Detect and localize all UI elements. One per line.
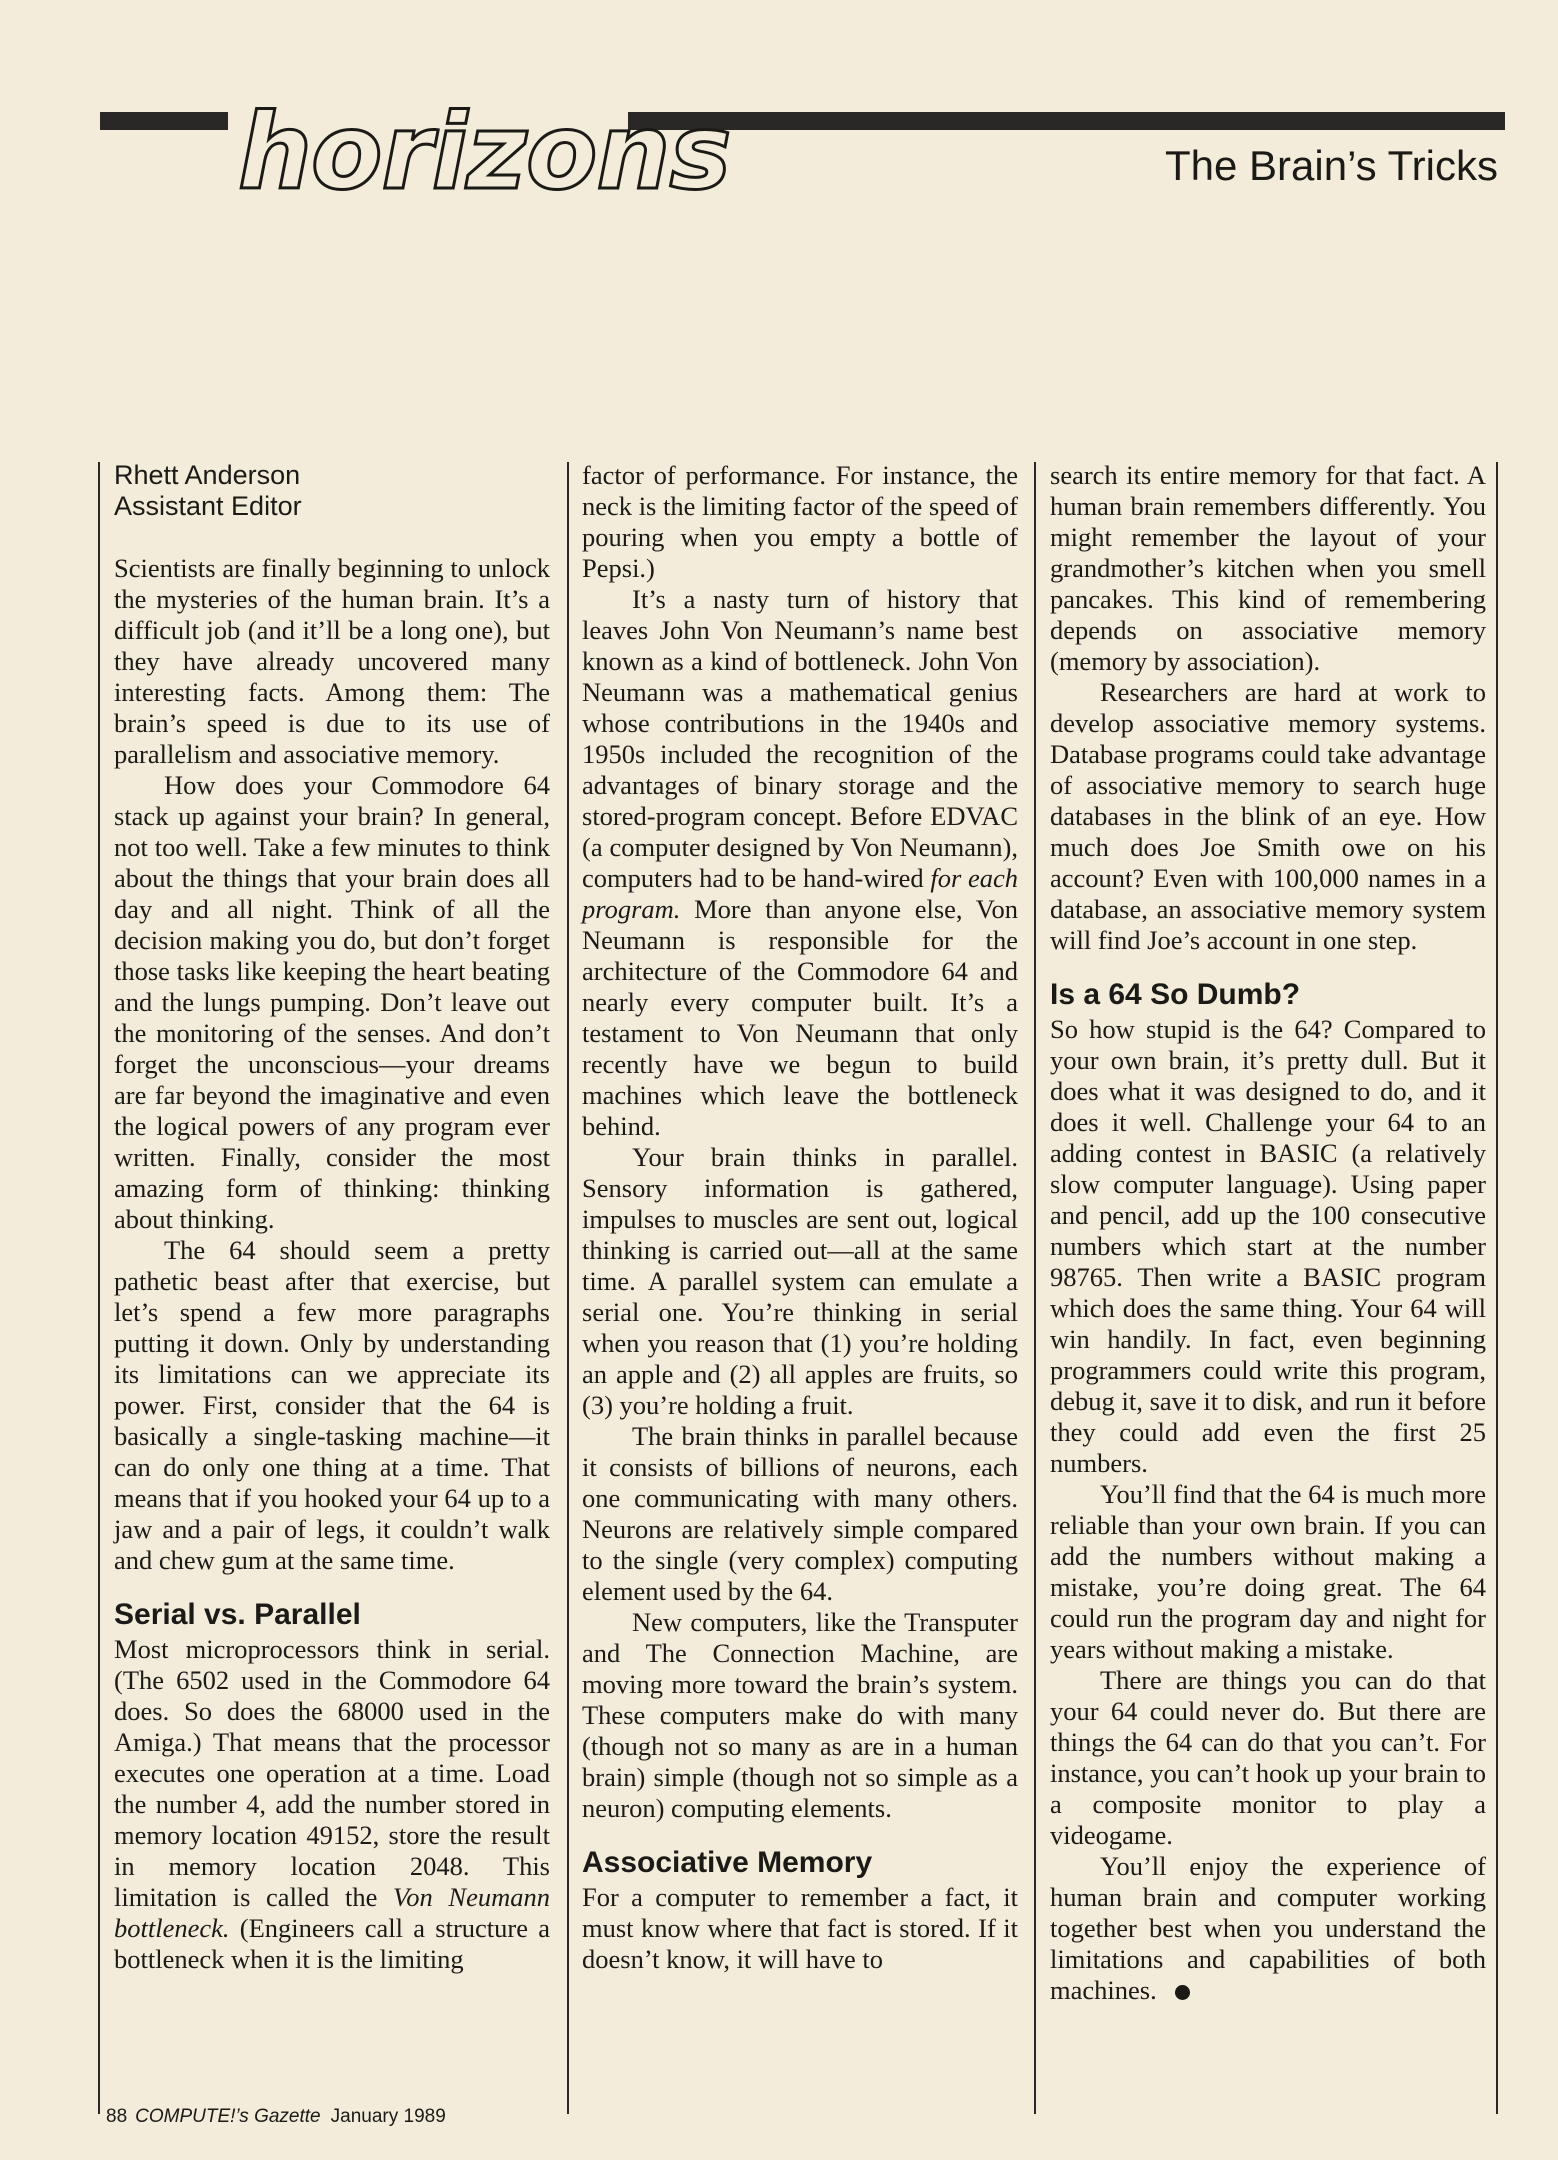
end-mark-icon [1175, 1985, 1190, 2000]
page-footer [106, 2106, 446, 2128]
paragraph: The brain thinks in parallel because it consists of billions of neurons, each one communicating with many others. Neurons are relatively simple compared to the single (very complex) computing element used by the 64. [582, 1421, 1018, 1606]
byline [114, 460, 550, 522]
paragraph [114, 1634, 550, 1975]
column-1 [114, 460, 550, 1975]
paragraph [1050, 1851, 1486, 2006]
paragraph: search its entire memory for that fact. A human brain remembers differently. You might remember the layout of your grandmother’s kitchen when you smell pancakes. This kind of remembering depends on associative memory (memory by association). [1050, 460, 1486, 676]
paragraph: So how stupid is the 64? Compared to your own brain, it’s pretty dull. But it does what it was designed to do, and it does it well. Challenge your 64 to an adding contest in BASIC (a relatively slow computer language). Using paper and pencil, add up the 100 consecutive numbers which start at the number 98765. Then write a BASIC program which does the same thing. Your 64 will win handily. In fact, even beginning programmers could write this program, debug it, save it to disk, and run it before they could add even the first 25 numbers. [1050, 1014, 1486, 1478]
column-3 [1050, 460, 1486, 2006]
paragraph: How does your Commodore 64 stack up against your brain? In general, not too well. Take a few minutes to think about the things that your brain does all day and all night. Think of all the decision making you do, but don’t forget those tasks like keeping the heart beating and the lungs pumping. Don’t leave out the monitoring of the senses. And don’t forget the unconscious—your dreams are far beyond the imaginative and even the logical powers of any program ever written. Finally, consider the most amazing form of thinking: thinking about thinking. [114, 770, 550, 1234]
text-run: It’s a nasty turn of history that leaves John Von Neumann’s name best known as a kind of bottleneck. John Von Neumann was a mathematical genius whose contributions in the 1940s and 1950s included the recognition of the advantages of binary storage and the stored-program concept. Before EDVAC (a computer designed by Von Neumann), computers had to be hand-wired [582, 584, 1018, 893]
text-run: (Engineers call a structure a bottleneck when it is the limiting [114, 1913, 550, 1974]
column-rule-1 [567, 462, 569, 2114]
paragraph [582, 584, 1018, 1142]
page-number: 88 [106, 2106, 128, 2127]
section-heading-serial: Serial vs. Parallel [114, 1598, 361, 1631]
paragraph: Researchers are hard at work to develop associative memory systems. Database programs could take advantage of associative memory to search huge databases in the blink of an eye. How much does Joe Smith owe on his account? Even with 100,000 names in a database, an associative memory system will find Joe’s account in one step. [1050, 677, 1486, 955]
section-heading-associative: Associative Memory [582, 1846, 873, 1879]
paragraph: New computers, like the Transputer and The Connection Machine, are moving more toward the brain’s system. These computers make do with many (though not so many as are in a human brain) simple (though not so simple as a neuron) computing elements. [582, 1607, 1018, 1823]
issue-date: January 1989 [330, 2106, 446, 2127]
paragraph: Your brain thinks in parallel. Sensory information is gathered, impulses to muscles are sent out, logical thinking is carried out—all at the same time. A parallel system can emulate a serial one. You’re thinking in serial when you reason that (1) you’re holding an apple and (2) all apples are fruits, so (3) you’re holding a fruit. [582, 1142, 1018, 1420]
author-name: Rhett Anderson [114, 460, 301, 490]
paragraph: factor of performance. For instance, the neck is the limiting factor of the speed of pouring when you empty a bottle of Pepsi.) [582, 460, 1018, 583]
section-logo: horizons [238, 91, 731, 213]
paragraph: The 64 should seem a pretty pathetic beast after that exercise, but let’s spend a few more paragraphs putting it down. Only by understanding its limitations can we appreciate its power. First, consider that the 64 is basically a single-tasking machine—it can do only one thing at a time. That means that if you hooked your 64 up to a jaw and a pair of legs, it couldn’t walk and chew gum at the same time. [114, 1235, 550, 1575]
paragraph: Scientists are finally beginning to unlock the mysteries of the human brain. It’s a difficult job (and it’ll be a long one), but they have already uncovered many interesting facts. Among them: The brain’s speed is due to its use of parallelism and associative memory. [114, 553, 550, 769]
text-run: More than anyone else, Von Neumann is responsible for the architecture of the Commodore 64 and nearly every computer built. It’s a testament to Von Neumann that only recently have we begun to build machines which leave the bottleneck behind. [582, 894, 1018, 1141]
paragraph: There are things you can do that your 64 could never do. But there are things the 64 can do that you can’t. For instance, you can’t hook up your brain to a composite monitor to play a videogame. [1050, 1665, 1486, 1850]
paragraph: You’ll find that the 64 is much more reliable than your own brain. If you can add the numbers without making a mistake, you’re doing great. The 64 could run the program day and night for years without making a mistake. [1050, 1479, 1486, 1664]
emphasis: Von Neumann bottleneck. [114, 1882, 550, 1943]
paragraph: For a computer to remember a fact, it must know where that fact is stored. If it doesn’t know, it will have to [582, 1882, 1018, 1974]
article-headline: The Brain’s Tricks [1165, 142, 1498, 189]
magazine-name: COMPUTE!’s Gazette [135, 2106, 321, 2127]
text-run: Most microprocessors think in serial. (The 6502 used in the Commodore 64 does. So does the 68000 used in the Amiga.) That means that the processor executes one operation at a time. Load the number 4, add the number stored in memory location 49152, store the result in memory location 2048. This limitation is called the [114, 1634, 550, 1912]
author-role: Assistant Editor [114, 491, 302, 521]
column-rule-left [98, 462, 100, 2114]
column-rule-2 [1034, 462, 1036, 2114]
emphasis: for each program. [582, 863, 1018, 924]
column-2 [582, 460, 1018, 1975]
column-rule-right [1496, 462, 1498, 2114]
text-run: You’ll enjoy the experience of human brain and computer working together best when you understand the limitations and capabilities of both machines. [1050, 1851, 1486, 2005]
section-heading-dumb: Is a 64 So Dumb? [1050, 978, 1301, 1011]
